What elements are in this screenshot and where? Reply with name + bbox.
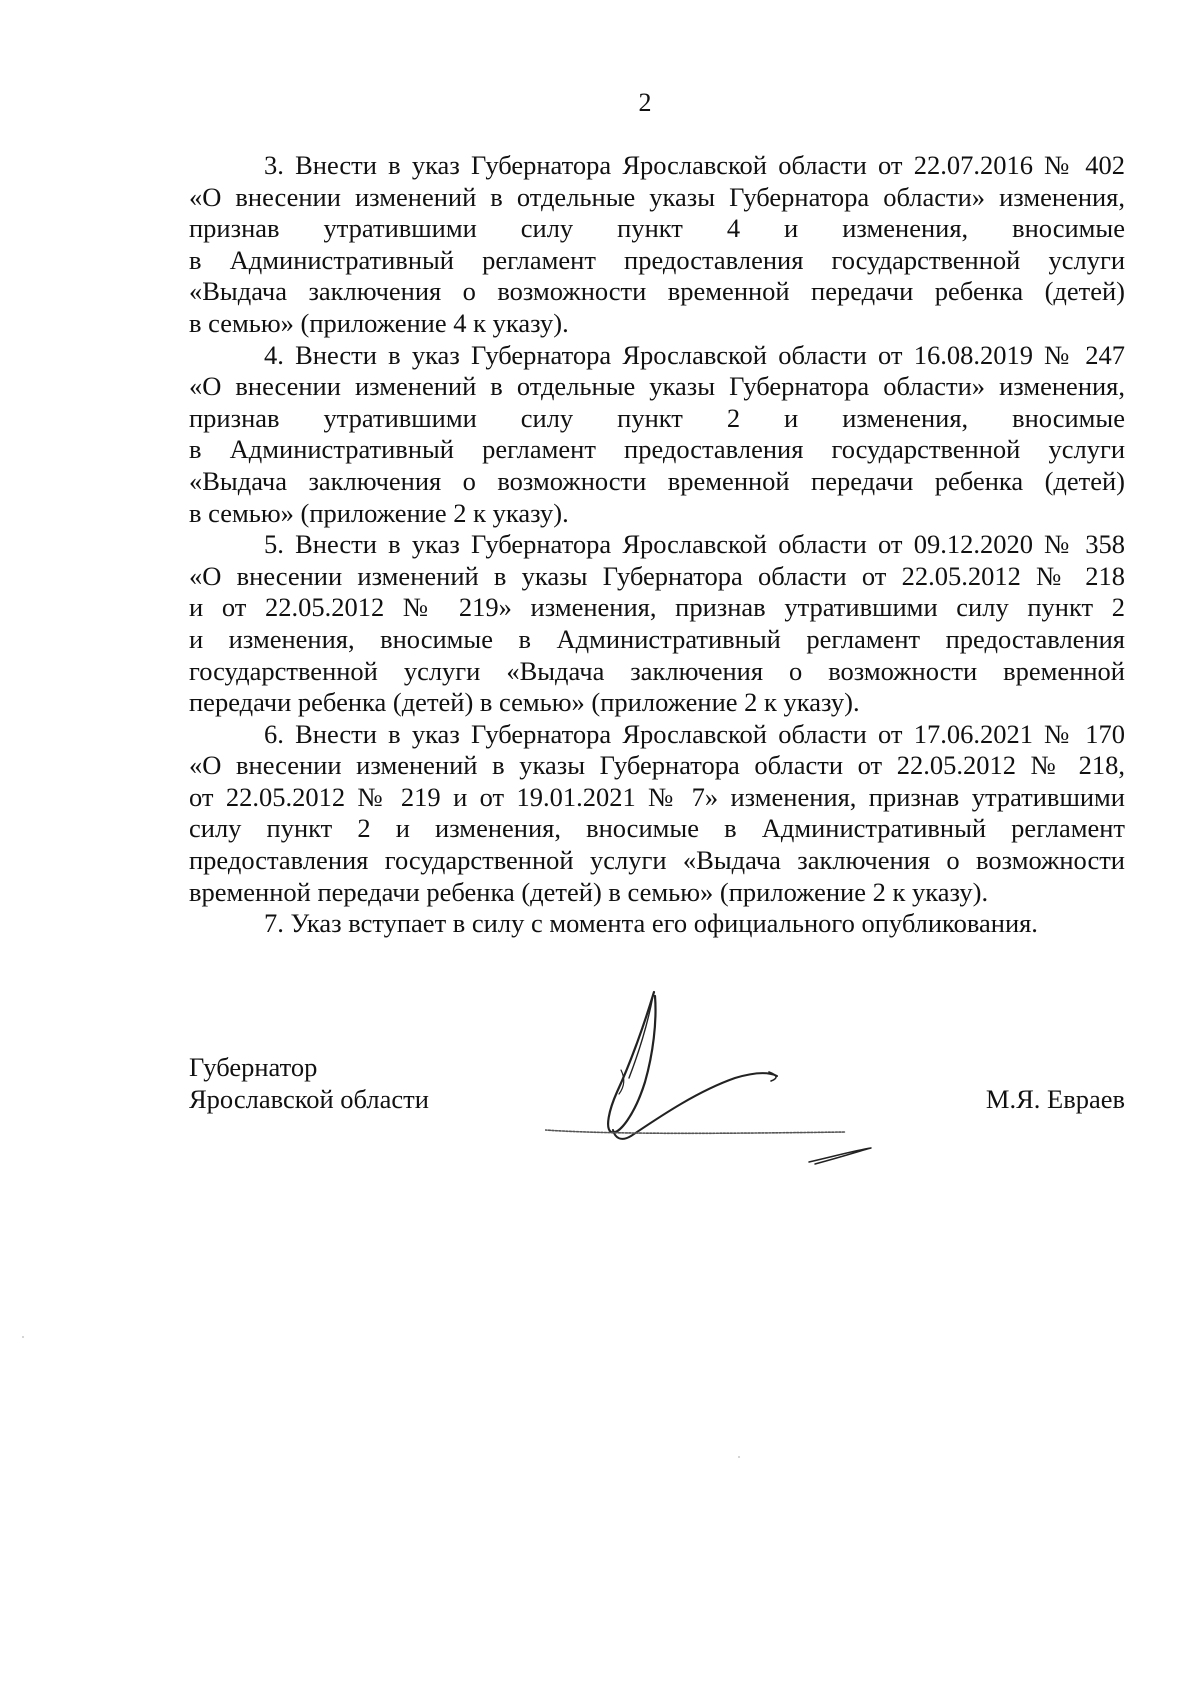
paragraph-line: в Административный регламент предоставления государственной услуги [189,434,1125,465]
paragraph-line: государственной услуги «Выдача заключения о возможности временной [189,655,1125,686]
paragraph-line: «Выдача заключения о возможности временной передачи ребенка (детей) [189,276,1125,307]
paragraph-line: и от 22.05.2012 № 219» изменения, признав утратившими силу пункт 2 [189,592,1125,623]
paragraph-item-7 [189,908,1125,940]
paragraph-line: силу пункт 2 и изменения, вносимые в Административный регламент [189,813,1125,844]
page-number: 2 [638,88,652,117]
paragraph-item-4 [189,340,1125,530]
paragraph-line: временной передачи ребенка (детей) в семью» (приложение 2 к указу). [189,876,989,907]
paragraph-line: передачи ребенка (детей) в семью» (приложение 2 к указу). [189,687,860,718]
paragraph-line: признав утратившими силу пункт 4 и изменения, вносимые [189,213,1125,244]
paragraph-line: в семью» (приложение 4 к указу). [189,307,569,338]
handwritten-signature [545,982,885,1182]
signatory-position-line-1: Губернатор [189,1052,318,1082]
paragraph-line: в семью» (приложение 2 к указу). [189,497,569,528]
paragraph-line: «О внесении изменений в указы Губернатора области от 22.05.2012 № 218 [189,560,1125,591]
paragraph-line: от 22.05.2012 № 219 и от 19.01.2021 № 7» изменения, признав утратившими [189,781,1125,812]
document-body [189,150,1125,940]
scan-speck [22,1336,24,1338]
signatory-position [189,1052,429,1115]
paragraph-item-3 [189,150,1125,340]
paragraph-line: 4. Внести в указ Губернатора Ярославской области от 16.08.2019 № 247 [264,339,1125,370]
paragraph-item-6 [189,719,1125,909]
paragraph-line: в Административный регламент предоставления государственной услуги [189,244,1125,275]
paragraph-line: «О внесении изменений в отдельные указы Губернатора области» изменения, [189,181,1125,212]
signatory-position-line-2: Ярославской области [189,1083,429,1114]
scan-speck [738,1456,740,1458]
paragraph-line: 7. Указ вступает в силу с момента его официального опубликования. [264,908,1038,939]
signature-block [189,1052,1125,1172]
paragraph-item-5 [189,529,1125,719]
paragraph-line: 6. Внести в указ Губернатора Ярославской области от 17.06.2021 № 170 [264,718,1125,749]
paragraph-line: «О внесении изменений в отдельные указы Губернатора области» изменения, [189,371,1125,402]
paragraph-line: «Выдача заключения о возможности временной передачи ребенка (детей) [189,465,1125,496]
paragraph-line: «О внесении изменений в указы Губернатора области от 22.05.2012 № 218, [189,750,1125,781]
paragraph-line: 3. Внести в указ Губернатора Ярославской области от 22.07.2016 № 402 [264,150,1125,180]
paragraph-line: признав утратившими силу пункт 2 и изменения, вносимые [189,402,1125,433]
paragraph-line: предоставления государственной услуги «Выдача заключения о возможности [189,845,1125,876]
paragraph-line: 5. Внести в указ Губернатора Ярославской области от 09.12.2020 № 358 [264,529,1125,560]
paragraph-line: и изменения, вносимые в Административный регламент предоставления [189,623,1125,654]
signatory-name: М.Я. Евраев [985,1083,1125,1114]
